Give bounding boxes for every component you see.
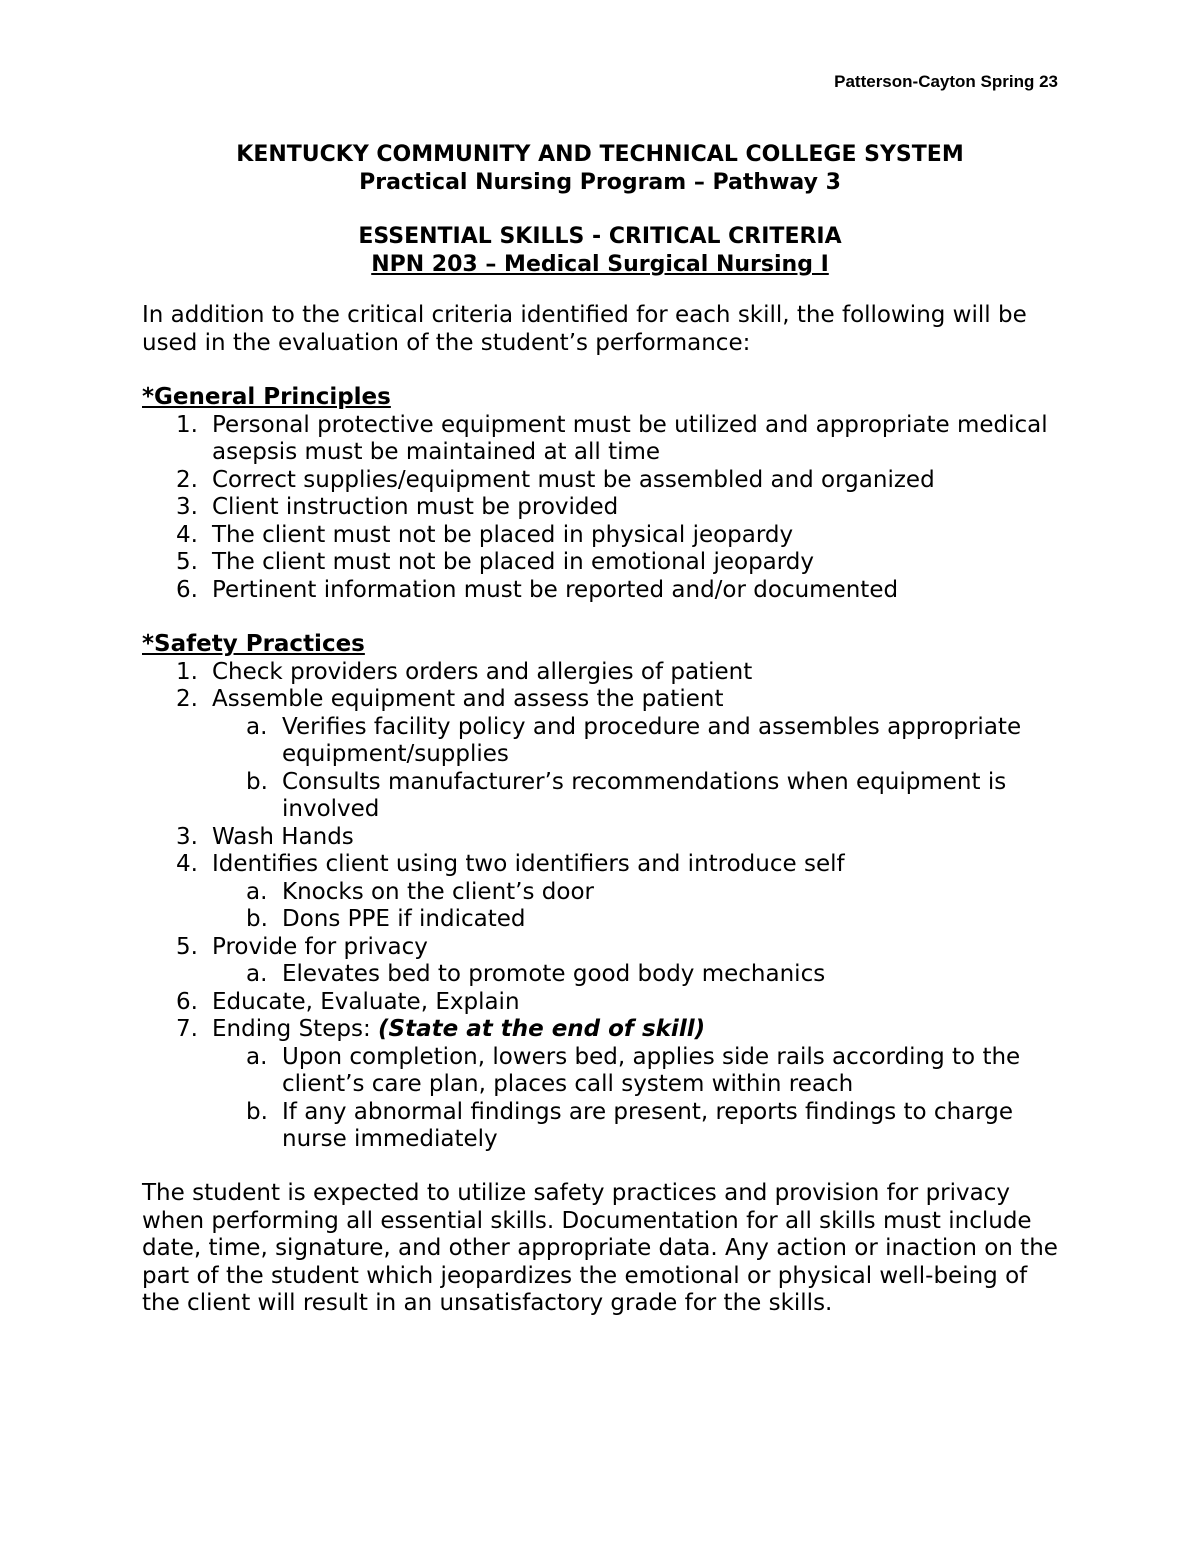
list-item xyxy=(176,658,1072,687)
course-title: NPN 203 – Medical Surgical Nursing I xyxy=(371,252,829,277)
institution-title: KENTUCKY COMMUNITY AND TECHNICAL COLLEGE SYSTEM xyxy=(236,142,964,167)
list-number: 3. xyxy=(176,823,198,850)
list-number: 6. xyxy=(176,576,198,603)
list-item xyxy=(176,686,1072,824)
sub-list-item-text: Upon completion, lowers bed, applies side rails according to the client’s care plan, places call system within reach xyxy=(282,1043,1021,1097)
list-item-text: Wash Hands xyxy=(212,823,354,850)
program-title: Practical Nursing Program – Pathway 3 xyxy=(359,170,841,195)
list-item-text: Pertinent information must be reported and/or documented xyxy=(212,576,899,603)
list-number: 2. xyxy=(176,686,198,712)
sub-list-item-text: Dons PPE if indicated xyxy=(282,906,526,932)
list-number: 7. xyxy=(176,1016,198,1042)
list-item-text: Personal protective equipment must be utilized and appropriate medical asepsis must be maintained at all time xyxy=(212,411,1048,465)
sub-list-letter: a. xyxy=(246,713,268,740)
sub-list-item xyxy=(246,878,1072,907)
list-item-text: Assemble equipment and assess the patient xyxy=(212,686,724,712)
sub-list-item-text: Knocks on the client’s door xyxy=(282,878,594,905)
list-item-text: The client must not be placed in physical jeopardy xyxy=(212,521,794,548)
closing-paragraph: The student is expected to utilize safety practices and provision for privacy when performing all essential skills. Documentation for all skills must include date, time, signature, and other appropriate data. Any action or inaction on the part of the student which jeopardizes the emotional or physical well-being of the client will result in an unsatisfactory grade for the skills. xyxy=(142,1180,1058,1316)
list-item xyxy=(176,823,1072,852)
list-item-text: Identifies client using two identifiers and introduce self xyxy=(212,851,845,877)
safety-practices-section xyxy=(142,631,1072,1154)
sub-list-item xyxy=(246,1043,1072,1099)
sub-list-item xyxy=(246,961,1072,989)
emphasis-text: (State at the end of skill) xyxy=(378,1016,706,1042)
list-number: 1. xyxy=(176,411,198,438)
list-item xyxy=(176,576,1072,605)
sub-list xyxy=(212,961,1072,989)
list-item xyxy=(176,549,1072,577)
list-item-text: Client instruction must be provided xyxy=(212,494,619,520)
document-title: ESSENTIAL SKILLS - CRITICAL CRITERIA xyxy=(358,224,842,249)
safety-practices-heading: *Safety Practices xyxy=(142,631,365,657)
list-item xyxy=(176,1016,1072,1154)
sub-list-letter: a. xyxy=(246,1043,268,1070)
sub-list-item-text: Verifies facility policy and procedure and assembles appropriate equipment/supplies xyxy=(282,713,1022,767)
list-item xyxy=(176,466,1072,495)
header-author-term: Patterson-Cayton Spring 23 xyxy=(834,72,1058,91)
general-principles-heading: *General Principles xyxy=(142,384,391,410)
list-number: 4. xyxy=(176,851,198,877)
list-item-text: Educate, Evaluate, Explain xyxy=(212,988,520,1015)
document-title-block xyxy=(0,223,1200,279)
sub-list xyxy=(212,714,1072,824)
sub-list-item xyxy=(246,1098,1072,1154)
intro-paragraph-wrap xyxy=(142,302,1072,357)
list-item xyxy=(176,521,1072,550)
sub-list-letter: b. xyxy=(246,906,268,932)
title-block xyxy=(0,141,1200,197)
list-number: 6. xyxy=(176,988,198,1015)
sub-list-letter: a. xyxy=(246,878,268,905)
list-number: 2. xyxy=(176,466,198,493)
list-item xyxy=(176,851,1072,934)
closing-paragraph-wrap xyxy=(142,1180,1072,1318)
sub-list-letter: b. xyxy=(246,768,268,795)
sub-list-item xyxy=(246,906,1072,934)
list-item-text: Check providers orders and allergies of patient xyxy=(212,658,753,685)
sub-list-item xyxy=(246,713,1072,769)
list-number: 5. xyxy=(176,549,198,575)
list-item-text: Correct supplies/equipment must be assembled and organized xyxy=(212,466,935,493)
sub-list xyxy=(212,1044,1072,1154)
list-number: 5. xyxy=(176,933,198,960)
list-item xyxy=(176,494,1072,522)
sub-list xyxy=(212,879,1072,934)
sub-list-letter: b. xyxy=(246,1098,268,1125)
list-number: 4. xyxy=(176,521,198,548)
sub-list-item xyxy=(246,768,1072,824)
list-item xyxy=(176,933,1072,989)
sub-list-item-text: If any abnormal findings are present, reports findings to charge nurse immediately xyxy=(282,1098,1014,1152)
list-item xyxy=(176,988,1072,1017)
sub-list-item-text: Elevates bed to promote good body mechanics xyxy=(282,961,826,987)
list-item-text: The client must not be placed in emotional jeopardy xyxy=(212,549,815,575)
general-principles-section xyxy=(142,384,1072,604)
safety-practices-list xyxy=(142,659,1072,1154)
sub-list-letter: a. xyxy=(246,961,268,987)
list-item-text: Provide for privacy xyxy=(212,933,428,960)
general-principles-list xyxy=(142,412,1072,605)
list-number: 3. xyxy=(176,494,198,520)
list-number: 1. xyxy=(176,658,198,685)
list-item xyxy=(176,411,1072,467)
sub-list-item-text: Consults manufacturer’s recommendations when equipment is involved xyxy=(282,768,1007,822)
intro-paragraph: In addition to the critical criteria identified for each skill, the following will be used in the evaluation of the student’s performance: xyxy=(142,302,1027,356)
list-item-text: Ending Steps: xyxy=(212,1016,378,1042)
